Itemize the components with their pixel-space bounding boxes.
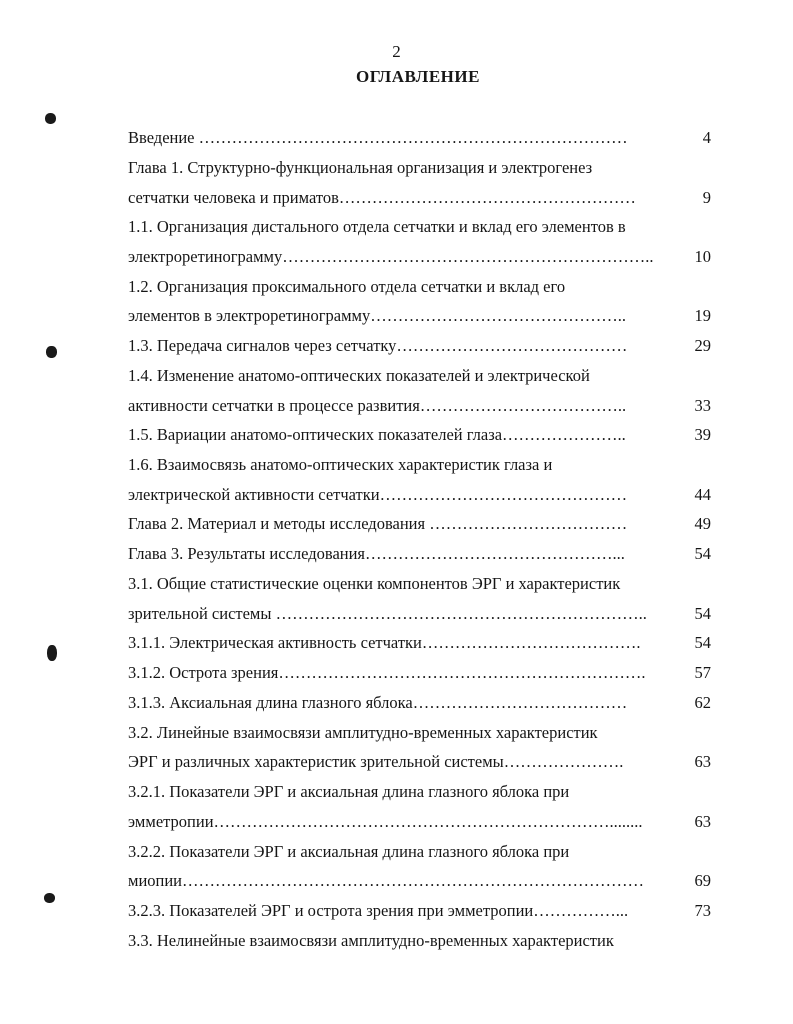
toc-entry-text: 1.3. Передача сигналов через сетчатку…………………………………… xyxy=(128,336,628,355)
toc-entry-page: 73 xyxy=(694,901,711,920)
toc-entry-text: 3.2.3. Показателей ЭРГ и острота зрения при эмметропии……………... xyxy=(128,901,629,920)
toc-entry-page: 29 xyxy=(694,336,711,355)
toc-entry-text: сетчатки человека и приматов……………………………………………… xyxy=(128,188,636,207)
toc-entry-text: 3.1.3. Аксиальная длина глазного яблока………………………………… xyxy=(128,693,628,712)
toc-entry-text: 3.2.1. Показатели ЭРГ и аксиальная длина глазного яблока при xyxy=(128,782,570,801)
toc-entry-page: 9 xyxy=(702,188,711,207)
toc-entry-text: 3.1.1. Электрическая активность сетчатки…………………………………. xyxy=(128,633,641,652)
toc-entry-text: зрительной системы ………………………………………………………….. xyxy=(128,604,647,623)
page-number: 2 xyxy=(392,42,401,61)
toc-entry-page: 49 xyxy=(694,514,711,533)
toc-entry-text: 1.5. Вариации анатомо-оптических показателей глаза………………….. xyxy=(128,425,626,444)
toc-entry-text: Глава 1. Структурно-функциональная организация и электрогенез xyxy=(128,158,593,177)
toc-entry-text: электрической активности сетчатки……………………………………… xyxy=(128,485,628,504)
toc-entry-text: 1.4. Изменение анатомо-оптических показателей и электрической xyxy=(128,366,590,385)
toc-entry-page: 57 xyxy=(694,663,711,682)
toc-entry-text: активности сетчатки в процессе развития……………………………….. xyxy=(128,396,627,415)
toc-entry-page: 69 xyxy=(694,871,711,890)
scan-speck xyxy=(44,893,55,903)
toc-entry-text: 3.2.2. Показатели ЭРГ и аксиальная длина глазного яблока при xyxy=(128,842,570,861)
toc-entry-text: 3.1.2. Острота зрения…………………………………………………………. xyxy=(128,663,646,682)
page-title: ОГЛАВЛЕНИЕ xyxy=(356,67,480,86)
toc-entry-text: 1.2. Организация проксимального отдела сетчатки и вклад его xyxy=(128,277,566,296)
toc-entry-page: 39 xyxy=(694,425,711,444)
toc-entry-page: 19 xyxy=(694,306,711,325)
toc-entry-text: электроретинограмму………………………………………………………….. xyxy=(128,247,654,266)
toc-entry-text: 3.1. Общие статистические оценки компонентов ЭРГ и характеристик xyxy=(128,574,621,593)
toc-entry-page: 63 xyxy=(694,752,711,771)
toc-entry-page: 63 xyxy=(694,812,711,831)
toc-entry-text: эмметропии………………………………………………………………........ xyxy=(128,812,643,831)
toc-entry-text: Введение …………………………………………………………………… xyxy=(128,128,628,147)
toc-entry-text: 3.3. Нелинейные взаимосвязи амплитудно-временных характеристик xyxy=(128,931,614,950)
toc-entry-page: 4 xyxy=(702,128,711,147)
toc-entry-page: 54 xyxy=(694,544,711,563)
toc-entry-text: 1.1. Организация дистального отдела сетчатки и вклад его элементов в xyxy=(128,217,626,236)
toc-entry-text: ЭРГ и различных характеристик зрительной системы…………………. xyxy=(128,752,624,771)
toc-entry-page: 54 xyxy=(694,604,711,623)
toc-entry-page: 44 xyxy=(694,485,711,504)
toc-entry-text: миопии………………………………………………………………………… xyxy=(128,871,645,890)
toc-entry-text: 3.2. Линейные взаимосвязи амплитудно-временных характеристик xyxy=(128,723,598,742)
scan-speck xyxy=(46,346,57,358)
toc-entry-page: 10 xyxy=(694,247,711,266)
scan-speck xyxy=(45,113,56,124)
toc-entry-text: Глава 3. Результаты исследования………………………………………... xyxy=(128,544,625,563)
toc-entry-text: Глава 2. Материал и методы исследования ……………………………… xyxy=(128,514,628,533)
toc-entry-page: 62 xyxy=(694,693,711,712)
toc-entry-text: 1.6. Взаимосвязь анатомо-оптических характеристик глаза и xyxy=(128,455,553,474)
toc-entry-page: 54 xyxy=(694,633,711,652)
toc-entry-text: элементов в электроретинограмму……………………………………….. xyxy=(128,306,626,325)
scan-speck xyxy=(47,645,57,661)
toc-entry-page: 33 xyxy=(694,396,711,415)
